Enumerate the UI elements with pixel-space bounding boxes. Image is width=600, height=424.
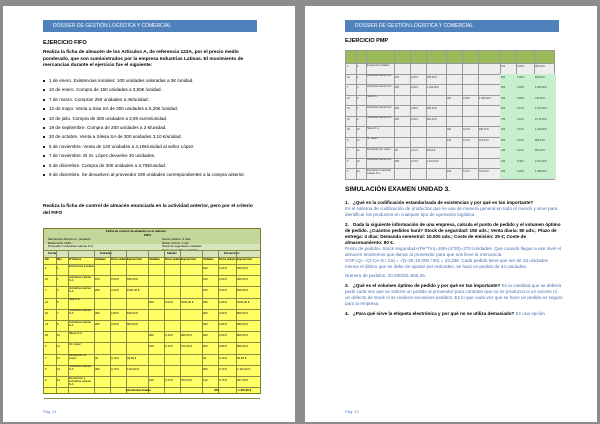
- table-cell: 420: [501, 170, 506, 173]
- table-cell: 1.000,00 €: [427, 86, 439, 89]
- table-column-header: Precio unitario: [219, 258, 236, 261]
- table-cell: 2,80 €: [411, 107, 418, 110]
- table-cell: 2,80 €: [219, 322, 227, 326]
- table-cell: 3,00 €: [165, 299, 173, 304]
- table-cell: Devolución Sr. López: [69, 353, 88, 361]
- table-cell: 1.110,00 €: [237, 366, 251, 371]
- table-group-header: Salidas: [167, 251, 177, 255]
- table-cell: 250: [395, 86, 400, 89]
- answer-3: Es la cantidad que se deberá pedir cada vez que se solicite un pedido al proveedor para controlar que no se produzca ni un exceso ni un defecto de stock ni se realicen excesivos pedidos. Es lo que cada vez que se hace un pedido es seguro para la empresa.: [345, 283, 563, 306]
- table-grid-line: [44, 257, 260, 258]
- table-cell: 2,80 €: [219, 344, 227, 349]
- table-cell: 5: [45, 344, 47, 349]
- table-cell: 120: [149, 344, 154, 349]
- table-cell: 3,70 €: [463, 170, 470, 173]
- table-cell: 840,00 €: [237, 322, 248, 326]
- table-cell: 30: [95, 355, 99, 360]
- table-grid-line: [148, 250, 149, 393]
- table-cell: Industrias Latinas S.A.: [367, 74, 393, 77]
- table-cell: 400: [501, 128, 506, 131]
- table-cell: 20: [347, 128, 350, 131]
- table-cell: Industrias Latinas S.A.: [69, 319, 91, 327]
- table-cell: 300,00 €: [237, 277, 248, 282]
- table-cell: Industrias Latinas S.A.: [367, 158, 393, 161]
- answer-4: Es una opción: [515, 311, 545, 316]
- table-cell: 9: [57, 322, 59, 326]
- table-method: FIFO: [144, 233, 151, 237]
- exam-questions: [345, 200, 563, 321]
- table-cell: 3,00 €: [517, 65, 524, 68]
- table-supplier: Proveedor: Industrias Latinas S.A.: [48, 244, 94, 248]
- table-cell: 1: [347, 65, 349, 68]
- table-cell: 10: [57, 333, 61, 338]
- table-cell: Sisa S.A.: [367, 95, 378, 98]
- table-cell: 2.071,00 €: [535, 159, 547, 163]
- table-cell: Industrias Latinas S.A.: [69, 274, 91, 282]
- table-cell: 3,65 €: [517, 96, 524, 100]
- table-cell: 1000,00 €: [127, 288, 140, 293]
- table-column-header: Importe total: [181, 258, 196, 261]
- table-cell: 12: [57, 378, 61, 382]
- table-cell: 868,00 €: [535, 138, 545, 142]
- question-4: 4. ¿Para qué sirve la etiqueta electrónica y por qué no se utiliza demasiado? Es una opción: [345, 311, 545, 316]
- table-cell: 3,70 €: [219, 378, 227, 382]
- page-header: DOSSIER DE GESTIÓN LOGÍSTICA Y COMERCIAL: [43, 20, 257, 32]
- table-security: Stock de seguridad: unidades: [162, 244, 202, 248]
- table-cell: 1000,00 €: [237, 299, 250, 304]
- table-cell: 310: [501, 149, 506, 152]
- table-cell: 3,10 €: [111, 355, 119, 360]
- table-cell: 30: [395, 149, 398, 152]
- table-cell: 12: [357, 170, 360, 173]
- table-cell: 200: [501, 96, 506, 100]
- table-cell: 1: [57, 277, 59, 282]
- table-grid-line: [44, 387, 260, 388]
- table-cell: 610: [501, 159, 506, 163]
- table-cell: 2.170,00 €: [535, 117, 547, 121]
- movement-item: 10 de enero. Compra de 150 unidades a 3,50€ /unidad.: [43, 87, 261, 93]
- table-cell: 9: [357, 117, 359, 121]
- table-cell: 300,00 €: [237, 266, 248, 270]
- table-cell: 3,10 €: [463, 128, 470, 131]
- page-number: Pág. 12: [345, 409, 359, 414]
- table-cell: 961,00 €: [535, 149, 545, 152]
- instruction-paragraph: Realiza la ficha de control de almacén enunciada en la actividad anterior, pero por el criterio del FIFO: [43, 204, 253, 216]
- highlighted-cell: [500, 105, 556, 116]
- pmp-warehouse-table: [345, 50, 555, 180]
- table-cell: 300,00 €: [535, 65, 545, 68]
- table-cell: 7: [45, 288, 47, 293]
- table-cell: 10: [347, 75, 350, 79]
- table-cell: 930,00 €: [181, 333, 192, 338]
- table-cell: 930,00 €: [479, 128, 489, 131]
- highlighted-cell: [500, 147, 556, 158]
- question-2-text: Dada la siguiente información de una empresa, calcula el punto de pedido y el volumen óptimo de pedido. ¿Cuántos pedidos hará? Stock de seguridad: 150 uds.; Venta diaria: 80 uds.; Plazo de entrega: 4 días; Demanda semestral: 10.000 uds.; Coste de emisión: 25 €; Coste de almacenamiento: 80 €.: [345, 222, 561, 245]
- table-cell: 840,00 €: [427, 107, 437, 110]
- table-cell: 10: [357, 128, 360, 131]
- table-cell: 12: [57, 366, 61, 371]
- table-cell: Existencias iniciales: [69, 263, 94, 268]
- table-cell: 3,70 €: [111, 366, 119, 371]
- table-reference: Referencia: 123A: [48, 240, 72, 245]
- table-cell: 3,00 €: [111, 322, 119, 326]
- movement-item: 5 de noviembre. Venta de 120 unidades a 3,10€/unidad al señor López.: [43, 144, 261, 150]
- table-cell: 700: [501, 117, 506, 121]
- table-product: Mercancía: Artículo A - pequeño: [48, 237, 91, 241]
- table-cell: 3,70 €: [219, 366, 227, 371]
- table-cell: 500: [501, 107, 506, 110]
- question-1-text: ¿Qué es la codificación estandarizada de existencias y por qué es tan importante?: [353, 200, 534, 205]
- table-cell: 11: [357, 138, 360, 142]
- table-cell: 3,10 €: [517, 149, 524, 152]
- table-cell: 3,10 €: [517, 128, 524, 131]
- table-cell: 800,00 €: [237, 310, 248, 315]
- table-reorder: Punto de pedido: unidades: [162, 247, 198, 252]
- section-title: EJERCICIO PMP: [345, 38, 389, 44]
- table-cell: 200: [95, 322, 100, 326]
- table-column-header: Importe total: [237, 258, 252, 261]
- table-cell: Silesa S.A.: [367, 126, 380, 130]
- table-cell: Devolución Industrias Latinas S.A.: [367, 168, 391, 175]
- table-cell: 3,10 €: [463, 138, 470, 142]
- table-grid-line: [164, 250, 165, 393]
- movement-item: 10 de julio. Compra de 300 unidades a 2,80 euros/unidad.: [43, 116, 261, 122]
- movement-item: 19 de septiembre. Compra de 200 unidades a 3 €/unidad.: [43, 125, 261, 131]
- table-cell: 1.110,00 €: [427, 159, 439, 163]
- table-cell: Industrias Latinas S.A.: [69, 285, 91, 293]
- table-column-header: Nº Factura: [69, 258, 81, 261]
- table-cell: 100: [501, 65, 506, 68]
- table-cell: 150: [203, 288, 208, 293]
- table-cell: 4,00 €: [411, 86, 418, 89]
- table-cell: 3,70 €: [411, 159, 418, 163]
- table-cell: 120: [447, 138, 452, 142]
- table-cell: 703,00 €: [181, 378, 192, 382]
- table-cell: Industrias Latinas S.A.: [367, 84, 393, 88]
- table-cell: 4,00 €: [111, 288, 119, 293]
- answer-2-part-3: Número de pedidos: 20.000/33=606,06.: [345, 273, 427, 278]
- table-cell: 1.825,00 €: [535, 86, 547, 89]
- table-cell: 10: [45, 310, 49, 315]
- table-cell: 5: [357, 96, 359, 100]
- table-cell: 11: [357, 149, 360, 152]
- table-column-header: Día: [45, 258, 49, 261]
- table-cell: 3,30 €: [517, 75, 524, 79]
- table-cell: Industrias Latinas S.A.: [69, 364, 91, 372]
- table-cell: 560,00 €: [237, 344, 248, 349]
- table-cell: 200: [395, 117, 400, 121]
- table-cell: 93,00 €: [127, 355, 137, 360]
- highlighted-cell: [500, 74, 556, 85]
- table-cell: 93,00 €: [427, 149, 436, 152]
- table-cell: 3,10 €: [165, 333, 173, 338]
- table-cell: 300: [447, 128, 452, 131]
- table-cell: 30: [203, 355, 207, 360]
- table-header-band: [346, 51, 554, 63]
- table-cell: 19: [45, 322, 49, 326]
- table-column-header: Unidades: [149, 258, 160, 261]
- table-grid-line: [346, 179, 554, 180]
- section-title: EJERCICIO FIFO: [43, 40, 87, 46]
- page-header: DOSSIER DE GESTIÓN LOGÍSTICA Y COMERCIAL: [345, 20, 559, 32]
- table-cell: 1: [45, 266, 47, 270]
- table-cell: 7: [347, 149, 349, 152]
- table-cell: 3,70 €: [165, 378, 173, 382]
- table-cell: Sisa S.A.: [69, 297, 81, 302]
- table-cell: 3: [57, 288, 59, 293]
- table-cell: 150: [95, 277, 100, 282]
- table-cell: Industrias Latinas S.A.: [367, 116, 393, 119]
- highlighted-cell: [500, 84, 556, 95]
- table-cell: 7: [57, 310, 59, 315]
- exam-title: SIMULACIÓN EXAMEN UNIDAD 3.: [345, 186, 451, 193]
- answer-1: Es el sistema de codificación de productos que se usa de manera general en todo el mundo y sirve para identificar los productos en cualquier tipo de operación logística.: [345, 206, 558, 217]
- answer-2-part-1: Punto de pedido= Stock seguridad+(Pe*Tm)=150+(4*30)=270 Unidades. Que cuando llegue a ese nivel el almacén tendremos que llamar al proveedor para que nos lleve la mercancía.: [345, 246, 561, 257]
- question-4-text: ¿Para qué sirve la etiqueta electrónica y por qué no se utiliza demasiado?: [353, 311, 515, 316]
- highlighted-cell: [500, 95, 556, 106]
- table-cell: 730,00 €: [535, 96, 545, 100]
- table-cell: 7: [357, 107, 359, 110]
- table-cell: 600,00 €: [127, 322, 138, 326]
- table-cell: 93,00 €: [237, 355, 247, 360]
- table-cell: 11: [57, 344, 60, 349]
- table-stock-min: Stock mínimo: 1 día: [162, 240, 189, 245]
- table-cell: Sr. López: [367, 137, 378, 140]
- table-cell: 100: [203, 277, 208, 282]
- table-cell: 3: [357, 86, 359, 89]
- table-cell: 3,00 €: [219, 333, 227, 338]
- table-cell: 5: [347, 159, 349, 163]
- table-cell: 10: [347, 107, 350, 110]
- intro-paragraph: Realiza la ficha de almacén de los Artículos A, de referencia 123A, por el precio medio ponderado, que son suministrados por la empresa Industrias Latinas. El movimiento de mercancías durante el ejercicio fue el siguiente:: [43, 50, 244, 68]
- footer-label: Existencias finales: [126, 388, 152, 392]
- table-group-header: Entradas: [100, 251, 112, 255]
- table-cell: 1: [57, 266, 59, 270]
- table-cell: 250: [95, 288, 100, 293]
- movement-item: 12 de mayo. Venta a Sisa SA de 300 unidades a 5,20€ /unidad.: [43, 106, 261, 112]
- table-cell: 1: [357, 65, 359, 68]
- table-cell: 600,00 €: [237, 333, 248, 338]
- footer-total: 1.470,00 €: [238, 388, 252, 392]
- table-cell: 300: [447, 96, 452, 100]
- highlighted-cell: [500, 126, 556, 137]
- fifo-warehouse-table: [43, 228, 261, 394]
- movement-item: 7 de noviembre. El Sr. López devuelve 30 unidades.: [43, 153, 261, 159]
- table-cell: 1.570,00 €: [535, 107, 547, 110]
- table-cell: 3,00 €: [219, 266, 227, 270]
- movement-item: 7 de marzo. Compran 250 unidades a 4€/unidad.: [43, 97, 261, 103]
- table-cell: 525,00 €: [237, 288, 248, 293]
- table-cell: 100: [203, 266, 208, 270]
- table-cell: 372,00 €: [479, 138, 489, 142]
- table-cell: 300: [203, 322, 208, 326]
- table-cell: 12: [357, 159, 360, 163]
- table-cell: 11: [57, 355, 60, 360]
- table-cell: 200: [203, 344, 208, 349]
- table-cell: Existencias iniciales: [367, 63, 390, 67]
- table-cell: 20: [45, 333, 49, 338]
- table-cell: 300: [395, 107, 400, 110]
- question-3: 3. ¿Qué es el volumen óptimo de pedido y por qué es tan importante? Es la cantidad que se deberá pedir cada vez que se solicite un pedido al proveedor para controlar que no se produzca ni un exceso ni un defecto de stock ni se realicen excesivos pedidos. Es lo que cada vez que se hace un pedido es seguro para la empresa.: [345, 283, 563, 306]
- table-cell: 280: [501, 138, 506, 142]
- table-cell: 825,00 €: [535, 75, 545, 79]
- table-cell: 372,00 €: [181, 344, 192, 349]
- table-column-header: Importe total: [127, 258, 142, 261]
- highlighted-cell: [500, 116, 556, 127]
- table-cell: 250: [203, 299, 208, 304]
- movement-item: 20 de octubre. Venta a Silesa SA de 300 unidades 3,10 €/unidad.: [43, 134, 261, 140]
- table-cell: 525,00 €: [127, 277, 138, 282]
- table-cell: 840,00 €: [127, 310, 138, 315]
- table-cell: 1000,00 €: [181, 299, 194, 304]
- table-cell: 3,10 €: [411, 149, 418, 152]
- table-cell: 9: [45, 378, 47, 382]
- table-cell: 110: [203, 378, 208, 382]
- table-cell: 3,65 €: [463, 96, 470, 100]
- table-column-header: Unidades: [203, 258, 214, 261]
- page-number: Pág. 11: [43, 409, 57, 414]
- table-cell: 7: [45, 355, 47, 360]
- table-cell: 12: [347, 96, 350, 100]
- table-column-header: Unidades: [95, 258, 106, 261]
- table-cell: 5: [347, 138, 349, 142]
- table-cell: 407,00 €: [237, 378, 248, 382]
- table-cell: 1110,00 €: [127, 366, 140, 371]
- table-cell: 300: [149, 299, 154, 304]
- answer-2-part-2: VOP=Q= √(2·Ce·D / Ca) = √(2·25·10.000 / 80) = 33,33€. Cada pedido tiene que ser de 33 unidades menos el último que se debe de ajustar por redondeo, se hará un pedido de 34 unidades.: [345, 258, 548, 269]
- movement-list: [43, 78, 261, 181]
- table-cell: 1.368,00 €: [535, 170, 547, 173]
- table-title: Ficha de control de almacén en el método: [106, 229, 166, 233]
- table-cell: 190: [149, 378, 154, 382]
- table-cell: 19: [347, 117, 350, 121]
- table-cell: 200: [203, 310, 208, 315]
- table-cell: 200: [203, 333, 208, 338]
- table-cell: Industrias Latinas S.A.: [69, 308, 91, 316]
- table-cell: 3,00 €: [219, 277, 227, 282]
- table-column-header: Precio unitario: [165, 258, 182, 261]
- table-cell: 3,50 €: [219, 288, 227, 293]
- table-cell: 300: [203, 366, 208, 371]
- table-cell: 10: [45, 277, 49, 282]
- question-2: 2. Dada la siguiente información de una empresa, calcula el punto de pedido y el volumen óptimo de pedido. ¿Cuántos pedidos hará? Stock de seguridad: 150 uds.; Venta diaria: 80 uds.; Plazo de entrega: 4 días; Demanda semestral: 10.000 uds.; Coste de emisión: 25 €; Coste de almacenamiento: 80 €. Punto de pedido= Stock seguridad+(Pe*Tm)=150+(4*30)=270 Unidades. Que cuando llegue a ese nivel el almacén tendremos que llamar al proveedor para que nos lleve la mercancía. VOP=Q= √(2·Ce·D / Ca) = √(2·25·10.000 / 80) = 33,33€. Cada pedido tiene que ser de 33 unidades menos el último que se debe de ajustar por redondeo, se hará un pedido de 34 unidades. Número de pedidos: 20.000/33=606,06.: [345, 222, 563, 279]
- table-cell: 500: [501, 86, 506, 89]
- table-cell: 300: [95, 310, 100, 315]
- table-cell: 12: [45, 299, 49, 304]
- left-page: [3, 6, 295, 422]
- table-cell: 5: [45, 366, 47, 371]
- table-cell: 300: [395, 159, 400, 163]
- table-cell: 3,10 €: [517, 138, 524, 142]
- table-cell: 4,00 €: [219, 299, 227, 304]
- footer-units: 420: [214, 388, 219, 392]
- movement-item: 9 de diciembre. Se devuelven al proveedor 190 unidades correspondientes a la compra anterior.: [43, 172, 261, 178]
- table-grid-line: [44, 398, 260, 399]
- table-cell: 190: [447, 170, 452, 173]
- table-cell: 1: [357, 75, 359, 79]
- table-cell: 2,80 €: [111, 310, 119, 315]
- table-cell: 3,14 €: [517, 107, 524, 110]
- table-cell: 300: [149, 333, 154, 338]
- highlighted-cell: [500, 168, 556, 179]
- right-page: [305, 6, 597, 422]
- table-column-header: Precio unitario: [111, 258, 128, 261]
- table-cell: 3,26 €: [517, 170, 524, 173]
- table-cell: 3,10 €: [165, 344, 173, 349]
- table-cell: 250: [501, 75, 506, 79]
- table-cell: Silesa S.A.: [69, 330, 83, 335]
- table-cell: 703,00 €: [479, 170, 489, 173]
- table-cell: 3,40 €: [517, 159, 524, 163]
- table-cell: Industrias Latinas S.A.: [367, 105, 393, 109]
- table-cell: 9: [347, 170, 349, 173]
- table-cell: 1.240,00 €: [535, 128, 547, 131]
- table-cell: 1.095,00 €: [479, 96, 491, 100]
- table-cell: Devolución Sr. López: [367, 147, 391, 151]
- table-cell: 3,65 €: [517, 86, 524, 89]
- table-cell: 7: [347, 86, 349, 89]
- table-cell: 3,00 €: [411, 117, 418, 121]
- movement-item: 1 de enero. Existencias iniciales: 100 unidades valoradas a 3€ /unidad.: [43, 78, 261, 84]
- table-cell: Devolución a Industrias Latinas S.A.: [69, 375, 91, 386]
- highlighted-cell: [500, 158, 556, 169]
- table-cell: 3,10 €: [219, 355, 227, 360]
- question-1: 1. ¿Qué es la codificación estandarizada de existencias y por qué es tan importante? Es el sistema de codificación de productos que se usa de manera general en todo el mundo y sirve para identificar los productos en cualquier tipo de operación logística.: [345, 200, 563, 218]
- table-grid-line: [180, 250, 181, 393]
- table-cell: 3,50 €: [111, 277, 119, 282]
- question-3-text: ¿Qué es el volumen óptimo de pedido y por qué es tan importante?: [353, 283, 501, 288]
- table-cell: 4,00 €: [219, 310, 227, 315]
- table-cell: 300: [95, 366, 100, 371]
- highlighted-cell: [500, 137, 556, 148]
- table-group-header: Fecha: [48, 251, 57, 255]
- table-cell: 3,10 €: [517, 117, 524, 121]
- table-cell: 600,00 €: [427, 117, 437, 121]
- table-cell: 3,50 €: [411, 75, 418, 79]
- table-cell: 525,00 €: [427, 75, 437, 79]
- table-stock-max: Stock máximo: 3 días: [162, 237, 191, 241]
- table-cell: 150: [395, 75, 400, 79]
- table-cell: Sr. López: [69, 341, 81, 346]
- table-cell: 5: [57, 299, 59, 304]
- table-group-header: Existencias: [224, 251, 240, 255]
- table-column-header: Mes: [57, 258, 62, 261]
- movement-item: 5 de diciembre. Compra de 300 unidades a 3,70€/unidad.: [43, 163, 261, 169]
